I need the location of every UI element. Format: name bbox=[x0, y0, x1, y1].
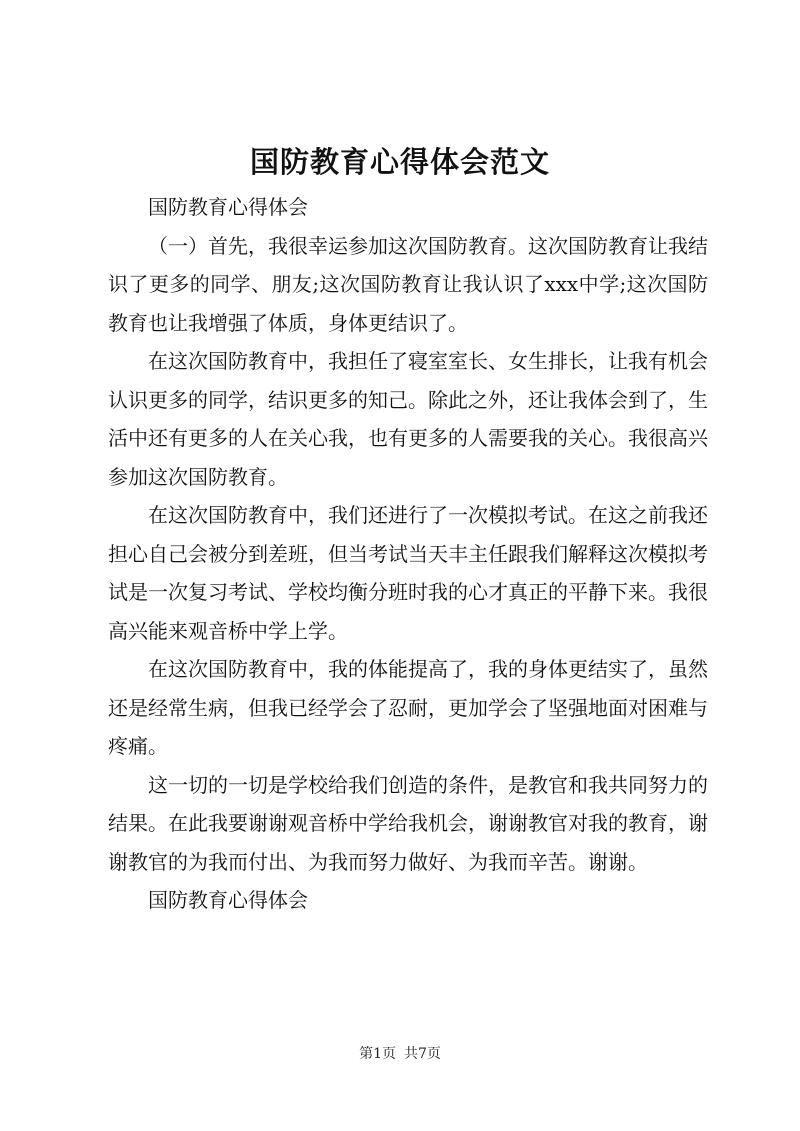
body-paragraph: 在这次国防教育中，我的体能提高了，我的身体更结实了，虽然还是经常生病，但我已经学会了忍耐，更加学会了坚强地面对困难与疼痛。 bbox=[108, 657, 708, 758]
page-total: 共7页 bbox=[404, 1046, 441, 1062]
section-heading: 国防教育心得体会 bbox=[148, 888, 308, 912]
body-paragraph: 在这次国防教育中，我们还进行了一次模拟考试。在这之前我还担心自己会被分到差班，但当考试当天丰主任跟我们解释这次模拟考试是一次复习考试、学校均衡分班时我的心才真正的平静下来。我很高兴能来观音桥中学上学。 bbox=[108, 503, 708, 643]
section-heading: 国防教育心得体会 bbox=[148, 195, 308, 219]
body-paragraph: （一）首先，我很幸运参加这次国防教育。这次国防教育让我结识了更多的同学、朋友;这次国防教育让我认识了xxx中学;这次国防教育也让我增强了体质，身体更结识了。 bbox=[108, 233, 708, 335]
page-footer bbox=[0, 1043, 800, 1063]
document-title: 国防教育心得体会范文 bbox=[249, 145, 550, 179]
body-paragraph: 这一切的一切是学校给我们创造的条件，是教官和我共同努力的结果。在此我要谢谢观音桥中学给我机会，谢谢教官对我的教育，谢谢教官的为我而付出、为我而努力做好、为我而辛苦。谢谢。 bbox=[108, 772, 708, 874]
document-body bbox=[108, 188, 708, 920]
page-number: 第1页 bbox=[359, 1046, 396, 1062]
body-paragraph: 在这次国防教育中，我担任了寝室室长、女生排长，让我有机会认识更多的同学，结识更多的知己。除此之外，还让我体会到了，生活中还有更多的人在关心我，也有更多的人需要我的关心。我很高兴参加这次国防教育。 bbox=[108, 349, 708, 489]
